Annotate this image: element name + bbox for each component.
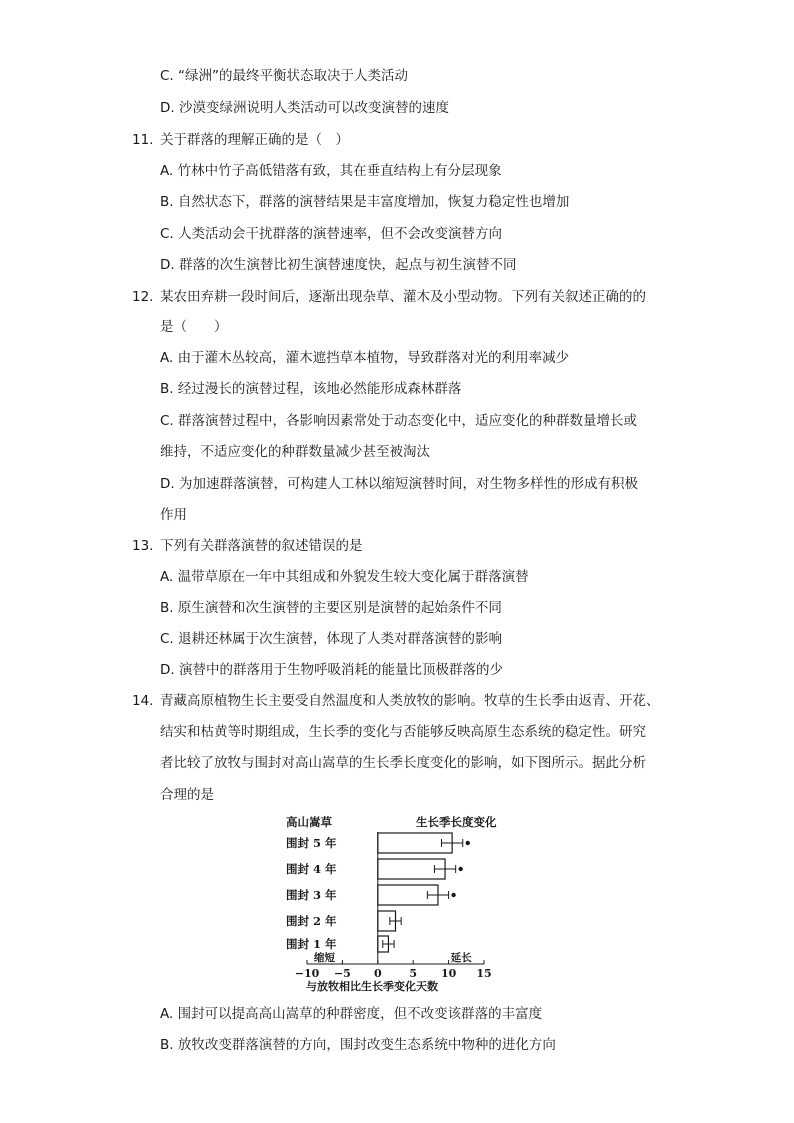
q13-stem: 下列有关群落演替的叙述错误的是 (160, 538, 363, 554)
chart-title: 生长季长度变化 (416, 815, 497, 829)
chart-bar (378, 833, 452, 853)
chart-x-axis-label: 与放牧相比生长季变化天数 (306, 980, 438, 993)
chart-x-tick-label: 5 (409, 967, 418, 980)
q13-option-c: C. 退耕还林属于次生演替，体现了人类对群落演替的影响 (160, 631, 503, 647)
q12-number: 12. (132, 289, 154, 305)
chart-category-label: 围封 1 年 (286, 937, 337, 951)
q11-option-c: C. 人类活动会干扰群落的演替速率，但不会改变演替方向 (160, 226, 503, 242)
q13-option-b: B. 原生演替和次生演替的主要区别是演替的起始条件不同 (160, 600, 502, 616)
q14-option-a: A. 围封可以提高高山嵩草的种群密度，但不改变该群落的丰富度 (160, 1006, 543, 1022)
q12-option-b: B. 经过漫长的演替过程，该地必然能形成森林群落 (160, 381, 462, 397)
chart-significance-dot (458, 867, 462, 871)
q12-option-d-line1: D. 为加速群落演替，可构建人工林以缩短演替时间，对生物多样性的形成有积极 (160, 476, 638, 492)
q11-number: 11. (132, 132, 154, 148)
q12-option-d-line2: 作用 (160, 507, 187, 523)
q13-number: 13. (132, 538, 154, 554)
chart-significance-dot (466, 841, 470, 845)
chart-category-label: 围封 5 年 (286, 836, 337, 850)
q11-option-d: D. 群落的次生演替比初生演替速度快，起点与初生演替不同 (160, 257, 517, 273)
chart-significance-dot (451, 893, 455, 897)
q14-number: 14. (132, 693, 154, 709)
q14-stem-line1: 青藏高原植物生长主要受自然温度和人类放牧的影响。牧草的生长季由返青、开花、 (160, 693, 660, 709)
q14-option-b: B. 放牧改变群落演替的方向，围封改变生态系统中物种的进化方向 (160, 1037, 556, 1053)
q14-stem-line3: 者比较了放牧与围封对高山嵩草的生长季长度变化的影响，如下图所示。据此分析 (160, 755, 646, 771)
chart-x-tick-label: 0 (373, 967, 382, 980)
chart-x-tick-label: −10 (294, 967, 320, 980)
q12-stem-line1: 某农田弃耕一段时间后，逐渐出现杂草、灌木及小型动物。下列有关叙述正确的的 (160, 289, 646, 305)
q10-option-c: C. “绿洲”的最终平衡状态取决于人类活动 (160, 68, 408, 84)
q12-stem-line2: 是（ ） (160, 319, 228, 335)
q13-option-d: D. 演替中的群落用于生物呼吸消耗的能量比顶极群落的少 (160, 662, 503, 678)
chart-species-label: 高山嵩草 (286, 815, 332, 829)
chart-x-tick-label: −5 (333, 967, 351, 980)
q14-stem-line4: 合理的是 (160, 787, 214, 803)
chart-shorten-label: 缩短 (314, 952, 335, 964)
chart-extend-label: 延长 (450, 952, 472, 964)
chart-category-label: 围封 4 年 (286, 862, 337, 876)
q11-option-a: A. 竹林中竹子高低错落有致，其在垂直结构上有分层现象 (160, 163, 502, 179)
q11-stem: 关于群落的理解正确的是（ ） (160, 132, 349, 148)
growing-season-chart (282, 812, 514, 998)
q14-stem-line2: 结实和枯黄等时期组成，生长季的变化与否能够反映高原生态系统的稳定性。研究 (160, 724, 646, 740)
chart-category-label: 围封 2 年 (286, 914, 337, 928)
q12-option-a: A. 由于灌木丛较高，灌木遮挡草本植物，导致群落对光的利用率减少 (160, 350, 570, 366)
q11-option-b: B. 自然状态下，群落的演替结果是丰富度增加，恢复力稳定性也增加 (160, 194, 570, 210)
q12-option-c-line1: C. 群落演替过程中，各影响因素常处于动态变化中，适应变化的种群数量增长或 (160, 413, 638, 429)
chart-x-tick-label: 15 (476, 967, 492, 980)
q10-option-d: D. 沙漠变绿洲说明人类活动可以改变演替的速度 (160, 100, 449, 116)
q13-option-a: A. 温带草原在一年中其组成和外貌发生较大变化属于群落演替 (160, 569, 529, 585)
q12-option-c-line2: 维持，不适应变化的种群数量减少甚至被淘汰 (160, 444, 430, 460)
chart-x-tick-label: 10 (440, 967, 457, 980)
chart-category-label: 围封 3 年 (286, 888, 337, 902)
